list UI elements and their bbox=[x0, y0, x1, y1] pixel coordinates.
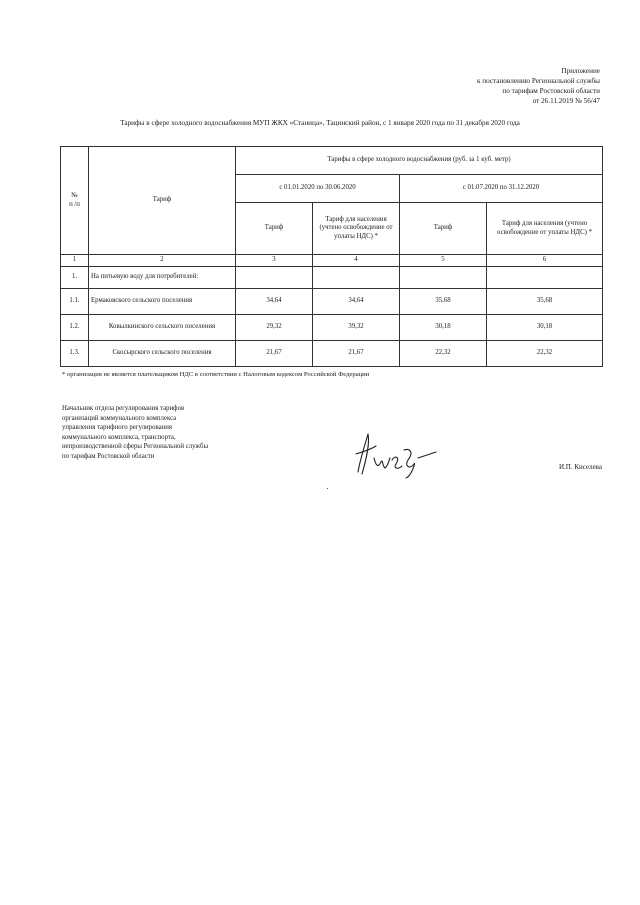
index-cell: 1 bbox=[61, 255, 89, 267]
empty-cell bbox=[236, 266, 313, 288]
handwritten-signature bbox=[348, 430, 438, 480]
settlement-name: Ковылкинского сельского поселения bbox=[89, 314, 236, 340]
signer-position-line: непроизводственной сферы Региональной службы bbox=[62, 443, 209, 450]
subheader-population-tariff: Тариф для населения (учтено освобождение от уплаты НДС) * bbox=[313, 203, 400, 255]
signer-position-line: Начальник отдела регулирования тарифов bbox=[62, 405, 185, 412]
appendix-line: Приложение bbox=[561, 67, 600, 75]
subheader-tariff: Тариф bbox=[236, 203, 313, 255]
signer-position-line: коммунального комплекса, транспорта, bbox=[62, 433, 176, 441]
signer-position-line: организаций коммунального комплекса bbox=[62, 414, 177, 422]
population-tariff-value: 30,18 bbox=[487, 314, 603, 340]
subheader-population-tariff: Тариф для населения (учтено освобождение от уплаты НДС) * bbox=[487, 203, 603, 255]
scan-dot bbox=[327, 488, 328, 489]
tariff-value: 22,32 bbox=[400, 340, 487, 366]
appendix-line: к постановлению Региональной службы bbox=[476, 77, 600, 85]
tariff-value: 34,64 bbox=[236, 288, 313, 314]
row-number: 1. bbox=[61, 266, 89, 288]
population-tariff-value: 39,32 bbox=[313, 314, 400, 340]
tariff-value: 21,67 bbox=[236, 340, 313, 366]
header-tariff: Тариф bbox=[89, 147, 236, 255]
population-tariff-value: 35,68 bbox=[487, 288, 603, 314]
table-row bbox=[61, 288, 603, 314]
signer-name: И.П. Киселева bbox=[559, 463, 602, 471]
header-period-1: с 01.01.2020 по 30.06.2020 bbox=[236, 175, 400, 203]
tariff-table bbox=[60, 146, 603, 367]
header-period-2: с 01.07.2020 по 31.12.2020 bbox=[400, 175, 603, 203]
subheader-tariff: Тариф bbox=[400, 203, 487, 255]
tariff-value: 29,32 bbox=[236, 314, 313, 340]
appendix-line: по тарифам Ростовской области bbox=[502, 87, 600, 95]
row-number: 1.2. bbox=[61, 314, 89, 340]
signer-position-line: по тарифам Ростовской области bbox=[62, 452, 155, 460]
settlement-name: Ермаковского сельского поселения bbox=[89, 288, 236, 314]
population-tariff-value: 21,67 bbox=[313, 340, 400, 366]
empty-cell bbox=[400, 266, 487, 288]
tariff-value: 30,18 bbox=[400, 314, 487, 340]
row-number: 1.3. bbox=[61, 340, 89, 366]
appendix-line: от 26.11.2019 № 56/47 bbox=[532, 97, 600, 105]
population-tariff-value: 34,64 bbox=[313, 288, 400, 314]
population-tariff-value: 22,32 bbox=[487, 340, 603, 366]
signer-position bbox=[62, 404, 208, 461]
empty-cell bbox=[487, 266, 603, 288]
section-row bbox=[61, 266, 603, 288]
table-row bbox=[61, 314, 603, 340]
settlement-name: Скосырского сельского поселения bbox=[89, 340, 236, 366]
empty-cell bbox=[313, 266, 400, 288]
index-cell: 2 bbox=[89, 255, 236, 267]
signer-position-line: управления тарифного регулирования bbox=[62, 424, 173, 431]
document-title: Тарифы в сфере холодного водоснабжения МУП ЖКХ «Станица», Тацинский район, с 1 января 2020 года по 31 декабря 2020 года bbox=[120, 119, 520, 127]
table-row bbox=[61, 340, 603, 366]
index-cell: 6 bbox=[487, 255, 603, 267]
footnote: * организация не является плательщиком НДС в соответствии с Налоговым кодексом Российской Федерации bbox=[62, 371, 370, 378]
index-cell: 5 bbox=[400, 255, 487, 267]
row-number: 1.1. bbox=[61, 288, 89, 314]
tariff-value: 35,68 bbox=[400, 288, 487, 314]
index-cell: 4 bbox=[313, 255, 400, 267]
section-label: На питьевую воду для потребителей: bbox=[89, 266, 236, 288]
header-number: № п /п bbox=[61, 147, 89, 255]
index-cell: 3 bbox=[236, 255, 313, 267]
header-group: Тарифы в сфере холодного водоснабжения (руб. за 1 куб. метр) bbox=[236, 147, 603, 175]
appendix-header bbox=[477, 66, 600, 106]
